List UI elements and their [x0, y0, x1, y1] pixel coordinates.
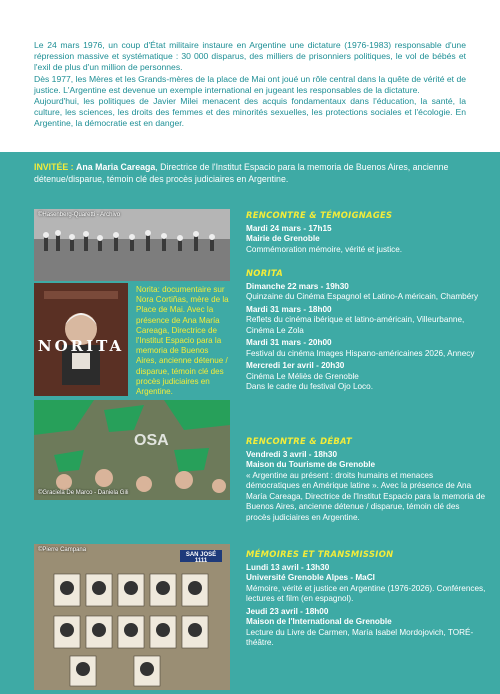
- event-date: Dimanche 22 mars - 19h30: [246, 281, 349, 291]
- event-item: [246, 450, 486, 524]
- section-memoires-transmission: [246, 549, 486, 651]
- event-item: [246, 305, 486, 337]
- section-norita: [246, 268, 486, 395]
- event-description: Lecture du Livre de Carmen, María Isabel Mordojovich, TORÉ-théâtre.: [246, 627, 474, 647]
- program-panel: [0, 152, 500, 694]
- event-item: [246, 338, 486, 359]
- portraits-wall-photo: [34, 544, 230, 690]
- photo-credit: ©Hasenberg-Quaretti - Archivo: [38, 212, 121, 218]
- svg-text:OSA: OSA: [134, 432, 169, 449]
- poster-title: NORITA: [37, 337, 125, 355]
- event-description: Festival du cinéma Images Hispano-américaines 2026, Annecy: [246, 348, 475, 358]
- event-description: Mémoire, vérité et justice en Argentine (1976-2026). Conférences, lectures et film (en espagnol).: [246, 583, 486, 603]
- event-place: Mairie de Grenoble: [246, 234, 320, 243]
- event-description: Reflets du cinéma ibérique et latino-américain, Villeurbanne, Cinéma Le Zola: [246, 315, 465, 335]
- section-heading: RENCONTRE & TÉMOIGNAGES: [246, 210, 393, 220]
- event-date: Mardi 31 mars - 20h00: [246, 338, 332, 347]
- event-date: Jeudi 23 avril - 18h00: [246, 606, 329, 616]
- event-description: Dans le cadre du festival Ojo Loco.: [246, 382, 373, 391]
- event-item: [246, 224, 486, 256]
- event-place: Université Grenoble Alpes - MaCI: [246, 573, 375, 582]
- street-sign: SAN JOSÉ 1111: [185, 552, 217, 564]
- film-description: Norita: documentaire sur Nora Cortiñas, mère de la Place de Mai. Avec la présence de Ana María Careaga, Directrice de l'Institut Espacio para la memoria de Buenos Aires, ancienne détenue / disparue, témoin clé des procès judiciaires en Argentine.: [136, 285, 229, 397]
- event-date: Lundi 13 avril - 13h30: [246, 562, 330, 572]
- section-rencontre-temoignages: [246, 210, 486, 257]
- guest-description: , Directrice de l'Institut Espacio para la memoria de Buenos Aires, ancienne détenue/disparue, témoin clé des procès judiciaires en Argentine.: [34, 162, 449, 184]
- section-rencontre-debat: [246, 436, 486, 525]
- intro-paragraph-1: Le 24 mars 1976, un coup d'État militaire instaure en Argentine une dictature (1976-1983) responsable d'une répression massive et systématique : 30 000 disparus, des milliers de prisonniers politiques, le vol de bébés et l'exil de plus d'un million de personnes.: [34, 40, 466, 73]
- guest-banner: [34, 162, 474, 185]
- event-item: [246, 563, 486, 605]
- event-place: Cinéma Le Méliès de Grenoble: [246, 371, 359, 381]
- event-date: Mardi 31 mars - 18h00: [246, 304, 332, 314]
- archive-photo-illustration: [34, 209, 230, 281]
- archive-photo: [34, 209, 230, 281]
- event-description: « Argentine au présent : droits humains et menaces démocratiques en Amérique latine ». Avec la présence de Ana María Careaga, Directrice de l'Institut Espacio para la memoria de Buenos Aires, ancienne détenue / disparue, témoin clé des procès judiciaires en Argentine.: [246, 470, 486, 522]
- event-description: Quinzaine du Cinéma Espagnol et Latino-A méricain, Chambéry: [246, 292, 479, 301]
- intro-text: [34, 40, 466, 130]
- intro-paragraph-2: Dès 1977, les Mères et les Grands-mères de la place de Mai ont joué un rôle central dans la quête de vérité et de justice. L'Argentine est devenue un exemple international en jugeant les responsables de la dictature.: [34, 73, 466, 95]
- event-item: [246, 282, 486, 303]
- guest-label: INVITÉE :: [34, 162, 74, 172]
- film-poster: [34, 283, 128, 396]
- event-item: [246, 607, 486, 649]
- photo-credit: ©Pierre Campana: [38, 547, 87, 553]
- event-date: Mardi 24 mars - 17h15: [246, 223, 332, 233]
- intro-paragraph-3: Aujourd'hui, les politiques de Javier Milei menacent des acquis fondamentaux dans l'éducation, la santé, la culture, les sciences, les droits des femmes et des minorités sexuelles, les protections sociales et l'écologie. En Argentine, la démocratie est en danger.: [34, 96, 466, 129]
- protest-photo: [34, 400, 230, 500]
- section-heading: NORITA: [246, 268, 284, 278]
- guest-name: Ana Maria Careaga: [76, 162, 156, 172]
- event-place: Maison du Tourisme de Grenoble: [246, 460, 376, 469]
- event-item: [246, 361, 486, 393]
- section-heading: RENCONTRE & DÉBAT: [246, 436, 353, 446]
- portraits-wall-illustration: [34, 544, 230, 690]
- event-description: Commémoration mémoire, vérité et justice.: [246, 244, 403, 254]
- event-date: Mercredi 1er avril - 20h30: [246, 361, 345, 370]
- photo-credit: ©Graciela De Marco - Daniela Gili: [38, 490, 129, 496]
- protest-photo-illustration: [34, 400, 230, 500]
- event-date: Vendredi 3 avril - 18h30: [246, 449, 338, 459]
- section-heading: MÉMOIRES ET TRANSMISSION: [246, 549, 394, 559]
- event-place: Maison de l'International de Grenoble: [246, 617, 392, 626]
